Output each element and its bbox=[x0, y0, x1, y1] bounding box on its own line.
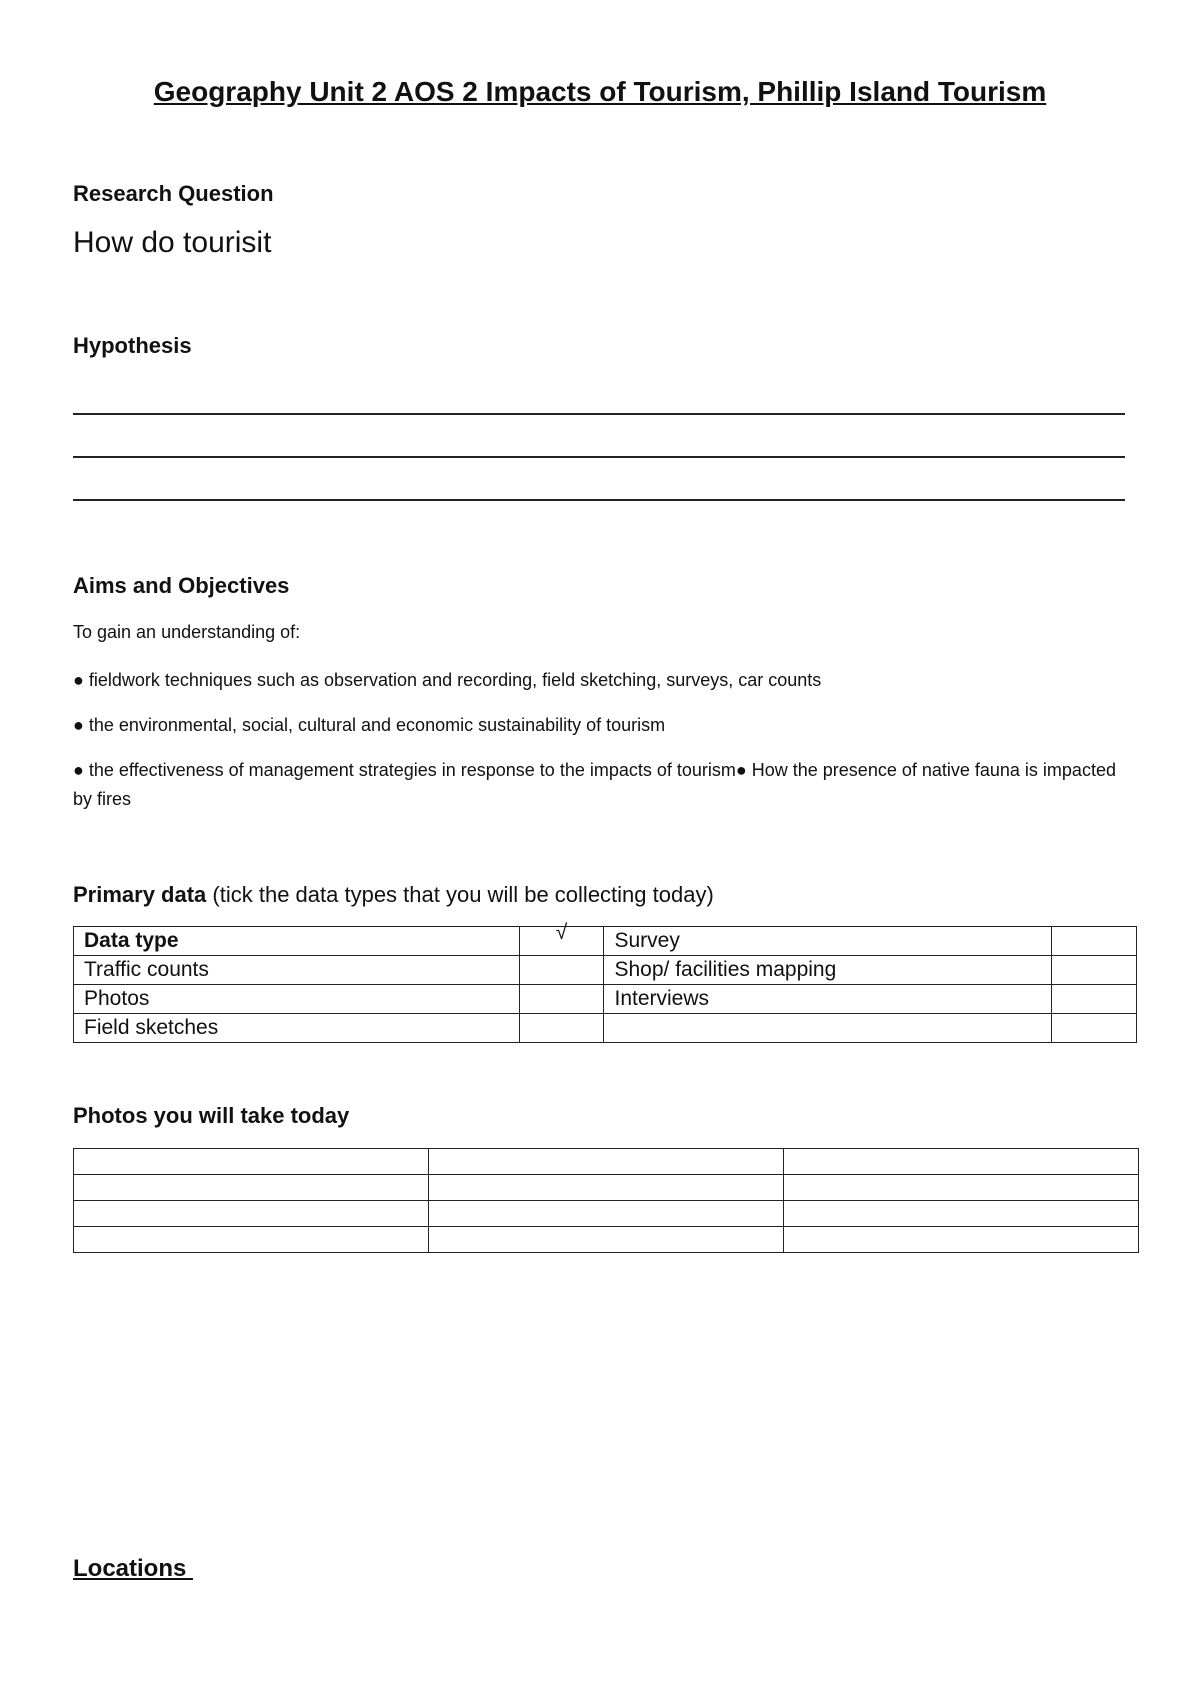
photo-cell[interactable] bbox=[74, 1227, 429, 1253]
aims-bullet-3: ● the effectiveness of management strategies in response to the impacts of tourism● How the presence of native fauna is impacted by fires bbox=[73, 760, 1116, 809]
hypothesis-line-2 bbox=[73, 456, 1125, 458]
primary-data-instruction: (tick the data types that you will be collecting today) bbox=[206, 882, 714, 907]
photos-table bbox=[73, 1148, 1139, 1253]
photo-cell[interactable] bbox=[784, 1175, 1139, 1201]
table-row bbox=[74, 1227, 1139, 1253]
photo-cell[interactable] bbox=[429, 1175, 784, 1201]
table-row bbox=[74, 1149, 1139, 1175]
photo-cell[interactable] bbox=[74, 1149, 429, 1175]
table-row bbox=[74, 1175, 1139, 1201]
photo-cell[interactable] bbox=[74, 1175, 429, 1201]
worksheet-title: Geography Unit 2 AOS 2 Impacts of Tourism, Phillip Island Tourism bbox=[153, 76, 1047, 107]
table-row bbox=[74, 956, 1137, 985]
locations-heading: Locations bbox=[73, 1555, 194, 1582]
research-question-text: How do tourisit bbox=[73, 226, 272, 259]
tick-cell[interactable] bbox=[1052, 927, 1137, 956]
aims-bullet-1: ● fieldwork techniques such as observation and recording, field sketching, surveys, car counts bbox=[73, 670, 822, 690]
hypothesis-line-3 bbox=[73, 499, 1125, 501]
table-cell: Field sketches bbox=[74, 1014, 520, 1043]
photos-heading: Photos you will take today bbox=[73, 1103, 350, 1128]
photo-cell[interactable] bbox=[784, 1227, 1139, 1253]
table-cell: Shop/ facilities mapping bbox=[604, 956, 1052, 985]
table-row bbox=[74, 985, 1137, 1014]
photo-cell[interactable] bbox=[784, 1201, 1139, 1227]
table-cell: Photos bbox=[74, 985, 520, 1014]
tick-cell[interactable] bbox=[1052, 956, 1137, 985]
table-row bbox=[74, 1201, 1139, 1227]
hypothesis-heading: Hypothesis bbox=[73, 333, 192, 358]
tick-cell[interactable] bbox=[1052, 1014, 1137, 1043]
photo-cell[interactable] bbox=[429, 1201, 784, 1227]
tick-cell[interactable]: √ bbox=[519, 919, 604, 948]
primary-data-label: Primary data bbox=[73, 882, 207, 907]
table-cell bbox=[604, 1014, 1052, 1043]
photo-cell[interactable] bbox=[429, 1149, 784, 1175]
aims-intro: To gain an understanding of: bbox=[73, 622, 301, 642]
table-row bbox=[74, 1014, 1137, 1043]
research-question-heading: Research Question bbox=[73, 181, 274, 206]
table-cell: Data type bbox=[74, 927, 520, 956]
hypothesis-line-1 bbox=[73, 413, 1125, 415]
tick-cell[interactable] bbox=[1052, 985, 1137, 1014]
photo-cell[interactable] bbox=[784, 1149, 1139, 1175]
tick-cell[interactable] bbox=[519, 1014, 604, 1043]
table-cell: Interviews bbox=[604, 985, 1052, 1014]
photo-cell[interactable] bbox=[429, 1227, 784, 1253]
aims-bullet-2: ● the environmental, social, cultural and economic sustainability of tourism bbox=[73, 715, 666, 735]
primary-data-heading bbox=[73, 882, 714, 908]
table-cell: Survey bbox=[604, 927, 1052, 956]
tick-cell[interactable] bbox=[519, 956, 604, 985]
table-row bbox=[74, 927, 1137, 956]
aims-heading: Aims and Objectives bbox=[73, 573, 290, 598]
table-cell: Traffic counts bbox=[74, 956, 520, 985]
photo-cell[interactable] bbox=[74, 1201, 429, 1227]
tick-cell[interactable] bbox=[519, 985, 604, 1014]
primary-data-table bbox=[73, 921, 1137, 1043]
